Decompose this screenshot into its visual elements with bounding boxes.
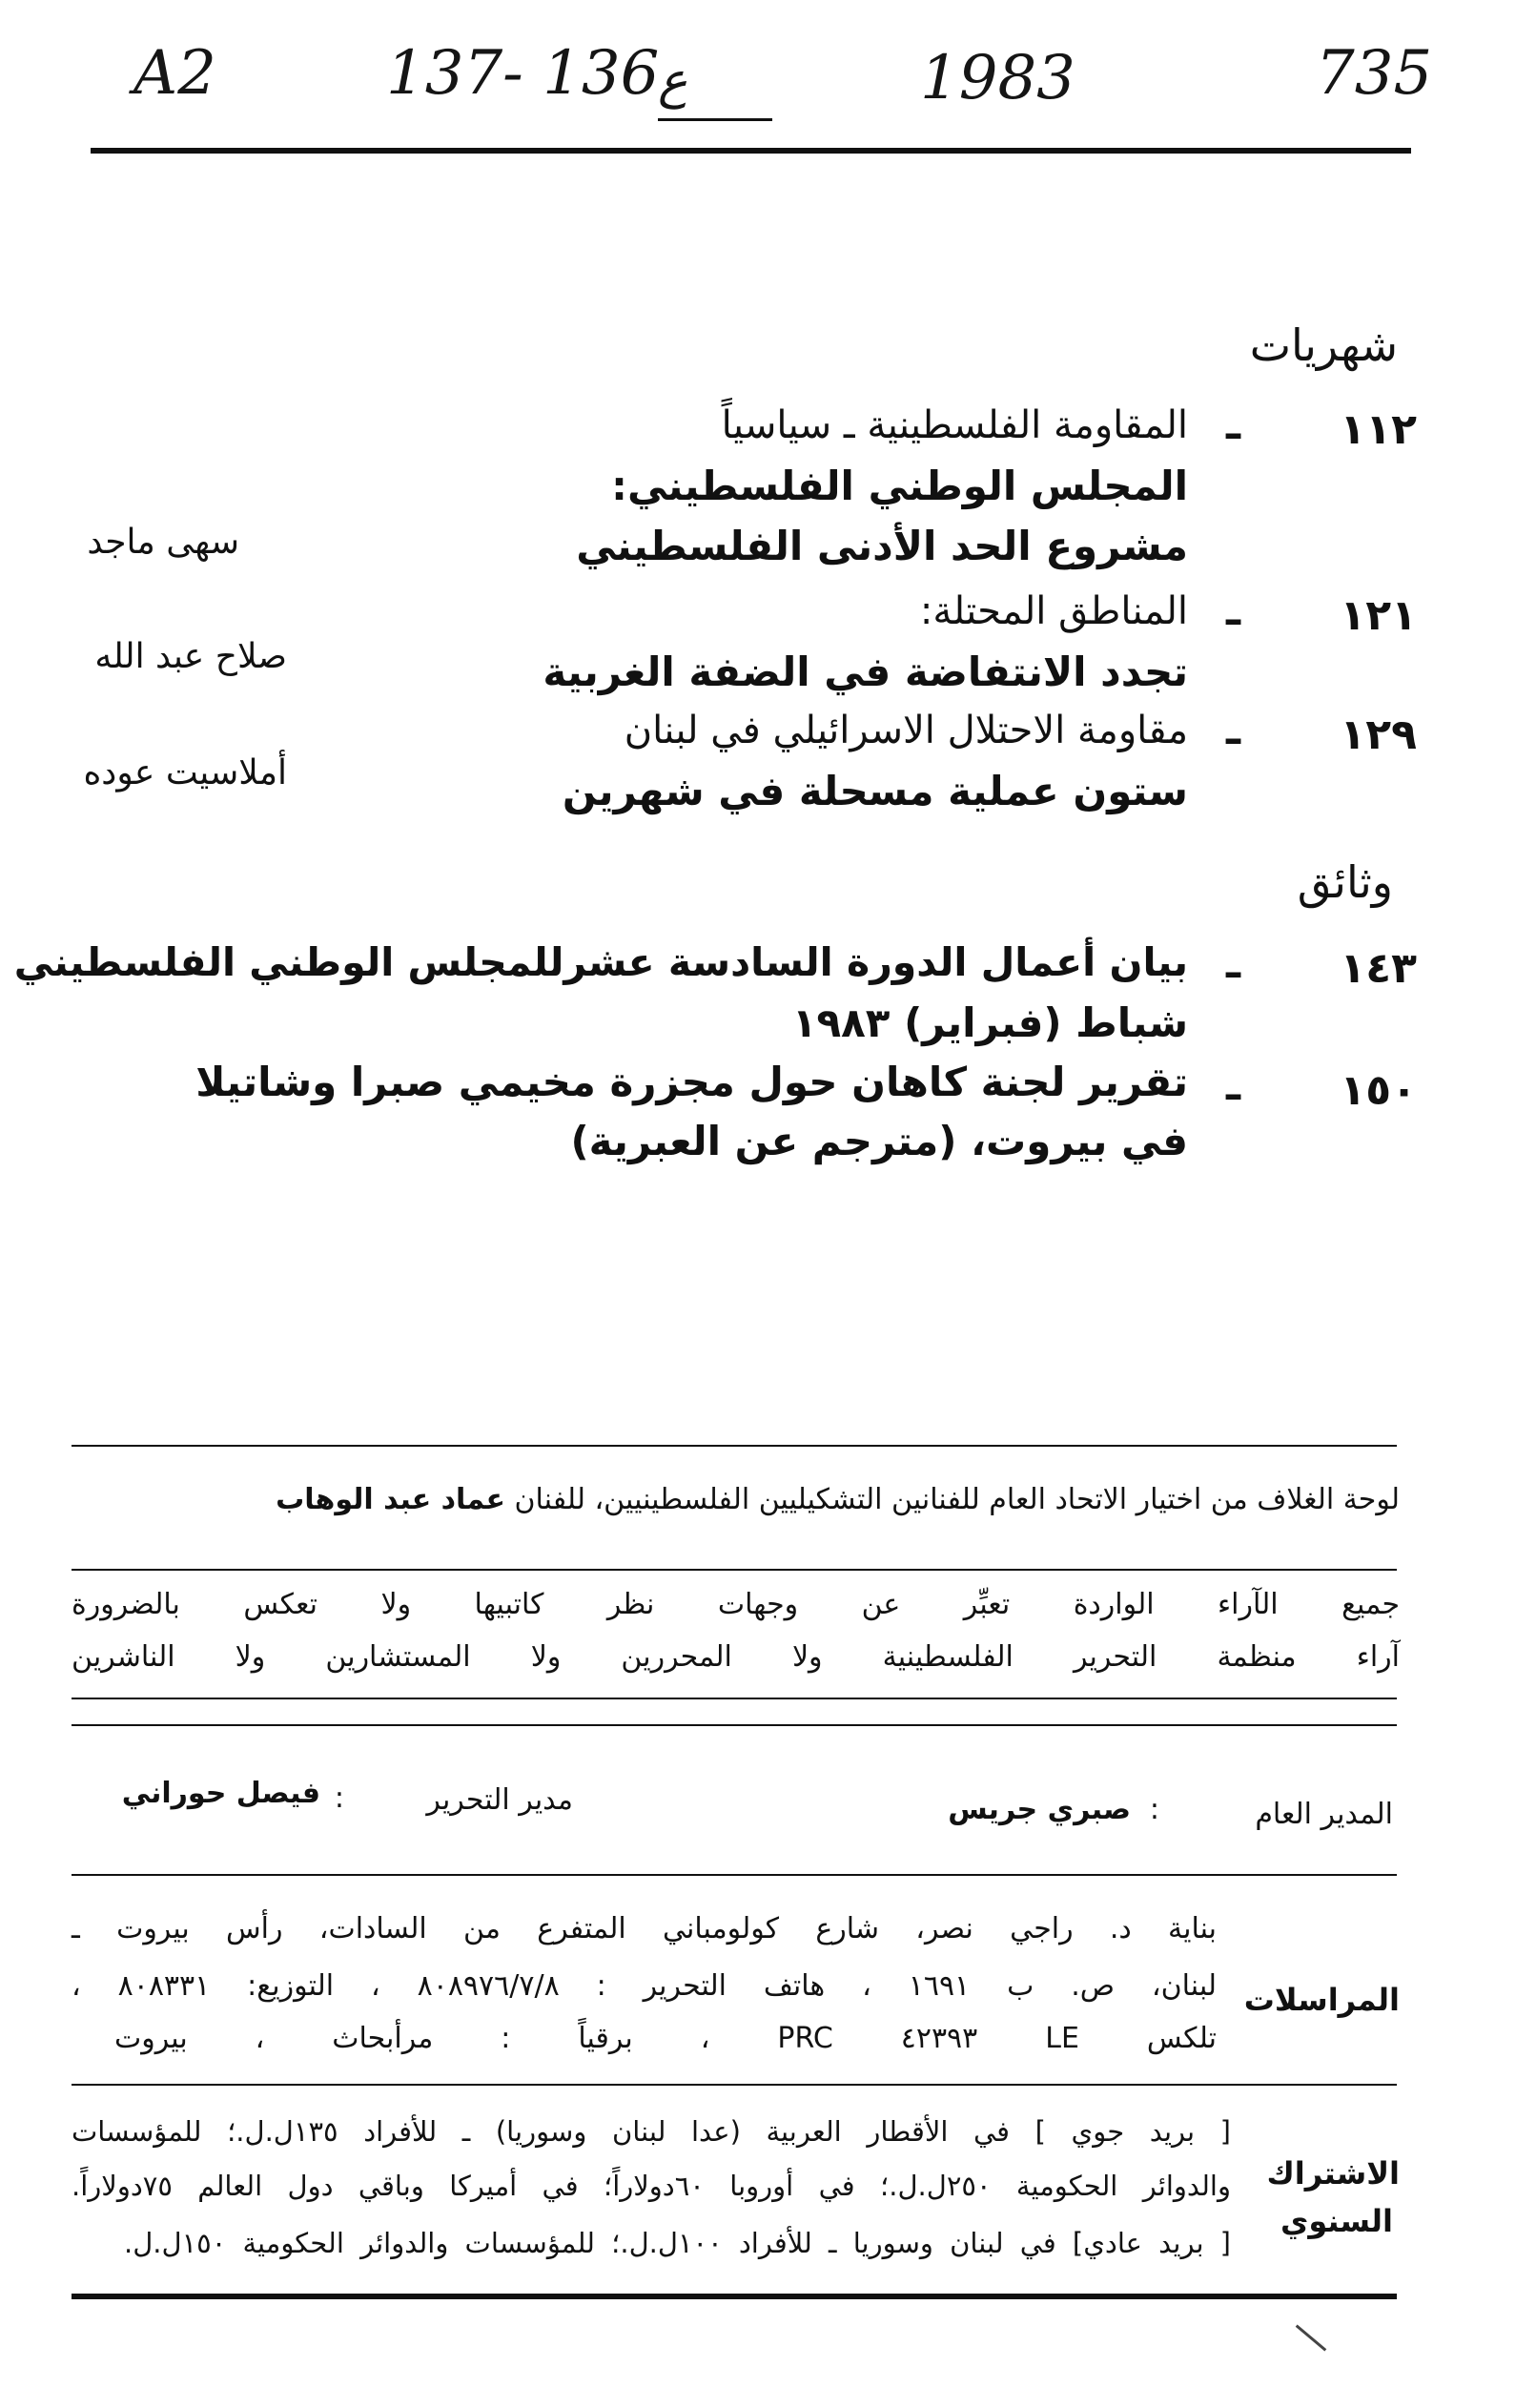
entry-title: تجدد الانتفاضة في الضفة الغربية — [543, 648, 1188, 695]
entry-dash: ـ — [1225, 401, 1240, 449]
subscription-label: السنوي — [1280, 2203, 1393, 2239]
scan-mark — [1296, 2324, 1327, 2351]
entry-title: ستون عملية مسحلة في شهرين — [562, 768, 1188, 814]
entry-dash: ـ — [1225, 1061, 1240, 1110]
entry-title: بيان أعمال الدورة السادسة عشرللمجلس الوطني الفلسطيني — [13, 939, 1188, 985]
entry-heading: المناطق المحتلة: — [919, 589, 1188, 633]
cover-note — [72, 1483, 1400, 1516]
label-colon: : — [334, 1781, 344, 1815]
handwritten-code: A2 — [133, 38, 216, 109]
handwritten-underline — [658, 118, 772, 121]
general-manager-name: صبري جريس — [948, 1793, 1131, 1826]
entry-page-number: ١١٢ — [1340, 405, 1417, 454]
bottom-rule — [72, 2294, 1397, 2299]
entry-title: مشروع الحد الأدنى الفلسطيني — [576, 523, 1188, 569]
cover-note-text: لوحة الغلاف من اختيار الاتحاد العام للفنانين التشكيليين الفلسطينيين، للفنان — [514, 1483, 1400, 1516]
disclaimer-line: جميع الآراء الواردة تعبِّر عن وجهات نظر كاتبيها ولا تعكس بالضرورة — [72, 1588, 1400, 1621]
correspondence-line: بناية د. راجي نصر، شارع كولومباني المتفرع من السادات، رأس بيروت ـ — [72, 1912, 1217, 1945]
handwritten-issue-mark: ع — [658, 52, 688, 110]
entry-title: شباط (فبراير) ١٩٨٣ — [791, 999, 1188, 1046]
divider — [72, 1445, 1397, 1447]
entry-page-number: ١٢٩ — [1340, 710, 1417, 759]
divider — [72, 1874, 1397, 1876]
correspondence-line: تلكس LE ٤٢٣٩٣ PRC ، برقياً : مرأبحاث ، بيروت — [114, 2022, 1217, 2055]
label-colon: : — [1149, 1793, 1159, 1826]
subscription-line: [ بريد عادي] في لبنان وسوريا ـ للأفراد ١٠٠ل.ل.؛ للمؤسسات والدوائر الحكومية ١٥٠ل.ل. — [124, 2227, 1231, 2259]
entry-dash: ـ — [1225, 939, 1240, 988]
entry-author: صلاح عبد الله — [94, 637, 287, 676]
section-title-documents: وثائق — [1297, 856, 1393, 908]
handwritten-number: 735 — [1316, 38, 1433, 109]
entry-page-number: ١٥٠ — [1340, 1066, 1417, 1115]
header-rule — [91, 148, 1411, 154]
entry-title: في بيروت، (مترجم عن العبرية) — [570, 1118, 1188, 1164]
subscription-label: الاشتراك — [1266, 2155, 1400, 2192]
entry-page-number: ١٤٣ — [1340, 944, 1417, 993]
divider — [72, 2084, 1397, 2086]
entry-page-number: ١٢١ — [1340, 591, 1417, 640]
editor-name: فيصل حوراني — [121, 1777, 320, 1810]
entry-title: تقرير لجنة كاهان حول مجزرة مخيمي صبرا وشاتيلا — [195, 1059, 1188, 1105]
correspondence-line: لبنان، ص. ب ١٦٩١ ، هاتف التحرير : ٨٠٨٩٧٦/٧/٨ ، التوزيع: ٨٠٨٣٣١ ، — [72, 1969, 1218, 2003]
entry-dash: ـ — [1225, 587, 1240, 635]
entry-title: المجلس الوطني الفلسطيني: — [611, 463, 1188, 509]
handwritten-page-range: 137- 136 — [386, 38, 660, 109]
section-title-monthly: شهريات — [1249, 319, 1398, 371]
handwritten-year: 1983 — [920, 43, 1075, 113]
entry-heading: المقاومة الفلسطينية ـ سياسياً — [721, 403, 1188, 447]
editor-label: مدير التحرير — [426, 1783, 573, 1817]
entry-author: سهى ماجد — [87, 523, 239, 562]
divider — [72, 1698, 1397, 1699]
general-manager-label: المدير العام — [1255, 1798, 1393, 1831]
entry-dash: ـ — [1225, 706, 1240, 754]
divider — [72, 1569, 1397, 1571]
correspondence-label: المراسلات — [1243, 1982, 1400, 2018]
disclaimer-line: آراء منظمة التحرير الفلسطينية ولا المحررين ولا المستشارين ولا الناشرين — [72, 1640, 1400, 1674]
cover-artist: عماد عبد الوهاب — [276, 1483, 505, 1516]
entry-heading: مقاومة الاحتلال الاسرائيلي في لبنان — [624, 709, 1188, 752]
subscription-line: [ بريد جوي ] في الأقطار العربية (عدا لبنان وسوريا) ـ للأفراد ١٣٥ل.ل.؛ للمؤسسات — [72, 2115, 1231, 2148]
subscription-line: والدوائر الحكومية ٢٥٠ل.ل.؛ في أوروبا ٦٠دولاراً؛ في أميركا وباقي دول العالم ٧٥دولاراً. — [72, 2170, 1231, 2202]
divider — [72, 1724, 1397, 1726]
entry-author: أملاسيت عوده — [83, 753, 287, 792]
